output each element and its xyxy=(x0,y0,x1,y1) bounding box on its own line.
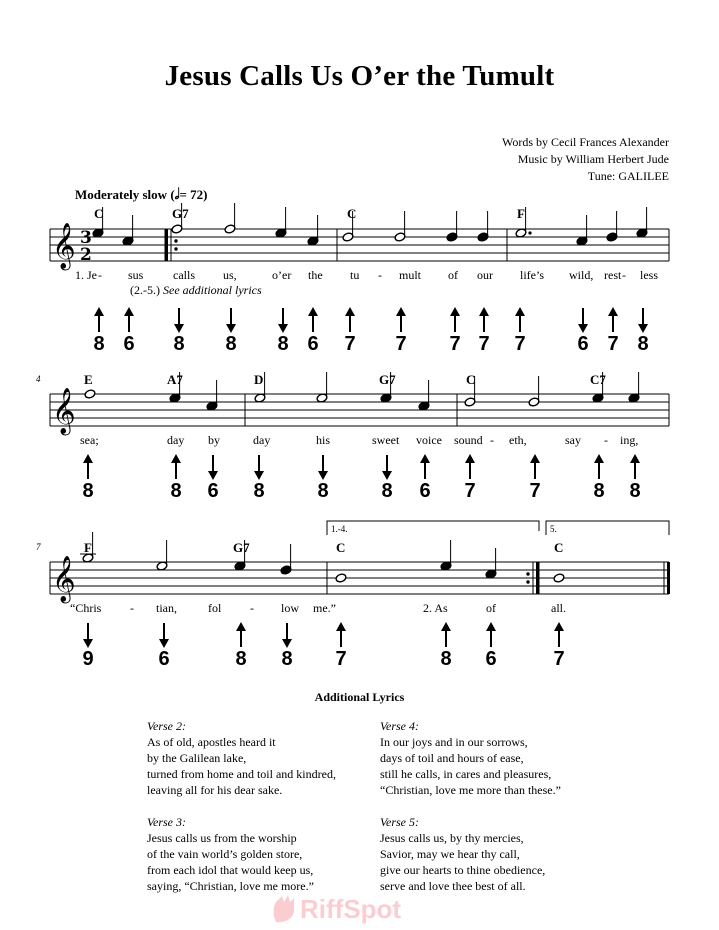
verse-line: saying, “Christian, love me more.” xyxy=(147,879,314,893)
arrow-head xyxy=(171,454,181,463)
chord-symbol: F xyxy=(517,206,525,221)
tempo-text: Moderately slow xyxy=(75,187,168,202)
lyric-syllable: our xyxy=(477,268,493,282)
verse-line: still he calls, in cares and pleasures, xyxy=(380,767,552,781)
logo-text: RiffSpot xyxy=(300,894,402,924)
arrow-up-icon xyxy=(396,307,406,332)
hole-number: 8 xyxy=(93,333,105,355)
lyric-syllable: o’er xyxy=(272,268,292,282)
credit-tune: Tune: GALILEE xyxy=(587,169,669,183)
arrow-head xyxy=(465,454,475,463)
arrow-head xyxy=(159,639,169,648)
chord-symbol: G7 xyxy=(379,372,396,387)
note xyxy=(275,207,287,238)
arrow-head xyxy=(345,307,355,316)
measure-number: 4 xyxy=(36,374,41,384)
arrow-up-icon xyxy=(530,454,540,479)
lyric-syllable: tu xyxy=(350,268,360,282)
arrow-head xyxy=(336,622,346,631)
chord-symbol: C xyxy=(554,540,564,555)
arrow-down-icon xyxy=(254,455,264,480)
chord-symbol: E xyxy=(84,372,93,387)
tempo-bpm: = 72 xyxy=(179,187,204,202)
chord-symbol: A7 xyxy=(167,372,183,387)
arrow-head xyxy=(226,324,236,333)
lyric-syllable: 2. As xyxy=(423,601,448,615)
lyric-syllable: day xyxy=(253,433,271,447)
lyric-syllable: eth, xyxy=(509,433,527,447)
arrow-head xyxy=(254,471,264,480)
chord-symbol: C xyxy=(347,206,357,221)
arrow-head xyxy=(486,622,496,631)
hole-number: 8 xyxy=(281,648,293,670)
lyric-syllable: 1. Je xyxy=(75,268,97,282)
arrow-up-icon xyxy=(450,307,460,332)
measure-number: 7 xyxy=(36,542,41,552)
arrow-down-icon xyxy=(278,308,288,333)
ending-bracket xyxy=(327,521,539,535)
chord-symbol: C7 xyxy=(590,372,606,387)
arrow-head xyxy=(94,307,104,316)
verse-5 xyxy=(380,814,545,894)
hole-number: 8 xyxy=(629,480,641,502)
arrow-up-icon xyxy=(608,307,618,332)
hole-number: 6 xyxy=(123,333,135,355)
arrow-head xyxy=(578,324,588,333)
arrow-head xyxy=(515,307,525,316)
dot xyxy=(528,231,531,234)
arrow-up-icon xyxy=(441,622,451,647)
arrow-down-icon xyxy=(83,623,93,648)
repeat-barline xyxy=(165,229,168,261)
final-barline xyxy=(667,562,670,594)
time-signature: 3 xyxy=(80,228,92,248)
note xyxy=(636,207,648,238)
chord-symbol: D xyxy=(254,372,264,387)
lyric-syllable: life’s xyxy=(520,268,544,282)
verse-2 xyxy=(147,718,336,798)
lyric-syllable: by xyxy=(208,433,220,447)
hole-number: 6 xyxy=(158,648,170,670)
hole-number: 8 xyxy=(381,480,393,502)
hole-number: 8 xyxy=(225,333,237,355)
lyric-syllable: sweet xyxy=(372,433,400,447)
hand-icon xyxy=(270,892,298,924)
lyric-syllable: sus xyxy=(128,268,144,282)
arrow-head xyxy=(308,307,318,316)
staff-system xyxy=(36,521,670,604)
verse-line: Jesus calls us, by thy mercies, xyxy=(380,831,524,845)
treble-clef-icon: 𝄞 xyxy=(52,388,76,434)
arrow-head xyxy=(83,454,93,463)
arrow-up-icon xyxy=(515,307,525,332)
arrow-head xyxy=(450,307,460,316)
arrow-head xyxy=(479,307,489,316)
hole-number: 7 xyxy=(514,333,526,355)
note xyxy=(576,215,588,246)
repeat-dot xyxy=(526,572,529,575)
lyric-syllable: sound xyxy=(454,433,483,447)
lyric-syllable: me.” xyxy=(313,601,336,615)
arrow-head xyxy=(594,454,604,463)
lyric-syllable: say xyxy=(565,433,581,447)
credit-music: Music by William Herbert Jude xyxy=(517,152,669,166)
arrow-head xyxy=(382,471,392,480)
verse-label: Verse 5: xyxy=(380,815,419,829)
arrow-head xyxy=(278,324,288,333)
arrow-down-icon xyxy=(174,308,184,333)
riffspot-logo xyxy=(270,892,450,926)
hole-number: 7 xyxy=(607,333,619,355)
time-signature: 2 xyxy=(80,245,92,265)
verse-line: leaving all for his dear sake. xyxy=(147,783,283,797)
repeat-barline xyxy=(536,562,539,594)
verse-line: Savior, may we hear thy call, xyxy=(380,847,520,861)
ending-bracket xyxy=(546,521,669,535)
hole-number: 7 xyxy=(335,648,347,670)
lyric-syllable: ing, xyxy=(620,433,639,447)
hole-number: 6 xyxy=(577,333,589,355)
lyric-syllable: low xyxy=(281,601,299,615)
arrow-up-icon xyxy=(486,622,496,647)
treble-clef-icon: 𝄞 xyxy=(52,556,76,602)
verse-line: As of old, apostles heard it xyxy=(147,735,276,749)
arrow-up-icon xyxy=(630,454,640,479)
hole-number: 8 xyxy=(277,333,289,355)
staff-system xyxy=(50,203,669,271)
arrow-up-icon xyxy=(336,622,346,647)
note xyxy=(446,211,458,242)
arrow-up-icon xyxy=(554,622,564,647)
verse-line: from each idol that would keep us, xyxy=(147,863,314,877)
arrow-head xyxy=(441,622,451,631)
lyric-syllable: all. xyxy=(551,601,566,615)
note xyxy=(280,544,292,575)
arrow-head xyxy=(318,471,328,480)
hole-number: 7 xyxy=(553,648,565,670)
lyric-syllable: day xyxy=(167,433,185,447)
arrow-head xyxy=(124,307,134,316)
lyric-syllable: less xyxy=(640,268,658,282)
arrow-down-icon xyxy=(638,308,648,333)
note xyxy=(122,215,134,246)
arrow-down-icon xyxy=(226,308,236,333)
arrow-head xyxy=(83,639,93,648)
hole-number: 8 xyxy=(235,648,247,670)
note xyxy=(418,380,430,411)
notehead xyxy=(335,573,347,583)
hole-number: 7 xyxy=(529,480,541,502)
note xyxy=(335,573,347,583)
half-note-icon: 𝅗𝅥 xyxy=(174,187,180,203)
lyric-syllable: his xyxy=(316,433,331,447)
arrow-down-icon xyxy=(318,455,328,480)
chord-symbol: C xyxy=(466,372,476,387)
note xyxy=(485,548,497,579)
hole-number: 8 xyxy=(317,480,329,502)
lyric-syllable: rest xyxy=(604,268,622,282)
hole-number: 7 xyxy=(449,333,461,355)
chord-symbol: C xyxy=(94,206,104,221)
arrow-up-icon xyxy=(236,622,246,647)
verse-line: give our hearts to thine obedience, xyxy=(380,863,546,877)
note xyxy=(206,380,218,411)
lyric-syllable: of xyxy=(448,268,458,282)
hole-number: 7 xyxy=(478,333,490,355)
arrow-up-icon xyxy=(465,454,475,479)
verse-line: Jesus calls us from the worship xyxy=(147,831,297,845)
note xyxy=(528,376,540,407)
arrow-head xyxy=(608,307,618,316)
note xyxy=(394,211,406,242)
arrow-down-icon xyxy=(159,623,169,648)
note xyxy=(84,389,96,399)
verse-line: “Christian, love me more than these.” xyxy=(380,783,561,797)
treble-clef-icon: 𝄞 xyxy=(52,223,76,269)
lyric-syllable: calls xyxy=(173,268,195,282)
chord-symbol: C xyxy=(336,540,346,555)
verse-line: days of toil and hours of ease, xyxy=(380,751,524,765)
hole-number: 6 xyxy=(307,333,319,355)
hole-number: 6 xyxy=(485,648,497,670)
arrow-up-icon xyxy=(171,454,181,479)
lyric-syllable: - xyxy=(98,268,102,282)
lyric-syllable: voice xyxy=(416,433,442,447)
lyric-syllable: - xyxy=(378,268,382,282)
lyric-syllable: us, xyxy=(223,268,237,282)
hole-number: 7 xyxy=(344,333,356,355)
arrow-up-icon xyxy=(594,454,604,479)
lyric-syllable: “Chris xyxy=(70,601,102,615)
verse-label: Verse 2: xyxy=(147,719,186,733)
note xyxy=(553,573,565,583)
hole-number: 6 xyxy=(419,480,431,502)
verse-4 xyxy=(380,718,561,798)
arrow-up-icon xyxy=(124,307,134,332)
arrow-up-icon xyxy=(94,307,104,332)
tempo-marking: Moderately slow (𝅗𝅥= 72) xyxy=(75,187,208,203)
lyric-syllable: - xyxy=(490,433,494,447)
hole-number: 8 xyxy=(440,648,452,670)
repeat-dot xyxy=(174,239,177,242)
lyric-syllable: - xyxy=(622,268,626,282)
note xyxy=(307,215,319,246)
verse-label: Verse 4: xyxy=(380,719,419,733)
lyric-syllable: tian, xyxy=(156,601,177,615)
arrow-down-icon xyxy=(208,455,218,480)
hole-number: 8 xyxy=(637,333,649,355)
note xyxy=(156,540,168,571)
chord-symbol: G7 xyxy=(233,540,250,555)
hole-number: 8 xyxy=(593,480,605,502)
hole-number: 8 xyxy=(253,480,265,502)
notehead xyxy=(84,389,96,399)
repeat-dot xyxy=(174,247,177,250)
hole-number: 6 xyxy=(207,480,219,502)
additional-lyrics-heading: Additional Lyrics xyxy=(314,690,405,704)
arrow-head xyxy=(174,324,184,333)
hole-number: 9 xyxy=(82,648,94,670)
arrow-up-icon xyxy=(308,307,318,332)
credit-words: Words by Cecil Frances Alexander xyxy=(502,135,669,149)
arrow-head xyxy=(630,454,640,463)
arrow-down-icon xyxy=(578,308,588,333)
arrow-head xyxy=(420,454,430,463)
verse-line: of the vain world’s golden store, xyxy=(147,847,303,861)
arrow-head xyxy=(638,324,648,333)
note xyxy=(477,211,489,242)
hole-number: 8 xyxy=(82,480,94,502)
arrow-up-icon xyxy=(83,454,93,479)
arrow-down-icon xyxy=(382,455,392,480)
note xyxy=(606,211,618,242)
chord-symbol: F xyxy=(84,540,92,555)
arrow-head xyxy=(396,307,406,316)
verse-line: In our joys and in our sorrows, xyxy=(380,735,528,749)
arrow-up-icon xyxy=(479,307,489,332)
lyric-syllable: of xyxy=(486,601,496,615)
hole-number: 7 xyxy=(395,333,407,355)
hole-number: 7 xyxy=(464,480,476,502)
arrow-up-icon xyxy=(420,454,430,479)
song-title: Jesus Calls Us O’er the Tumult xyxy=(164,60,555,92)
repeat-dot xyxy=(526,580,529,583)
hole-number: 8 xyxy=(170,480,182,502)
arrow-head xyxy=(554,622,564,631)
verse-3 xyxy=(147,814,314,894)
ending-label: 1.-4. xyxy=(331,524,348,534)
note xyxy=(224,203,236,234)
arrow-head xyxy=(208,471,218,480)
lyric-syllable: wild, xyxy=(569,268,594,282)
arrow-head xyxy=(282,639,292,648)
lyric-syllable: - xyxy=(250,601,254,615)
verse-label: Verse 3: xyxy=(147,815,186,829)
chord-symbol: G7 xyxy=(172,206,189,221)
arrow-head xyxy=(530,454,540,463)
note xyxy=(628,372,640,403)
lyric-syllable: - xyxy=(130,601,134,615)
notehead xyxy=(553,573,565,583)
hole-number: 8 xyxy=(173,333,185,355)
lyric-syllable: fol xyxy=(208,601,222,615)
see-additional-lyrics-note: (2.-5.) See additional lyrics xyxy=(130,283,262,297)
verse-line: turned from home and toil and kindred, xyxy=(147,767,336,781)
lyric-syllable: mult xyxy=(399,268,422,282)
verse-line: serve and love thee best of all. xyxy=(380,879,526,893)
arrow-up-icon xyxy=(345,307,355,332)
staff-system xyxy=(36,372,669,436)
lyric-syllable: sea; xyxy=(80,433,99,447)
note xyxy=(316,372,328,403)
lyric-syllable: the xyxy=(308,268,323,282)
note xyxy=(440,540,452,571)
ending-label: 5. xyxy=(550,524,557,534)
arrow-down-icon xyxy=(282,623,292,648)
verse-line: by the Galilean lake, xyxy=(147,751,247,765)
arrow-head xyxy=(236,622,246,631)
lyric-syllable: - xyxy=(604,433,608,447)
